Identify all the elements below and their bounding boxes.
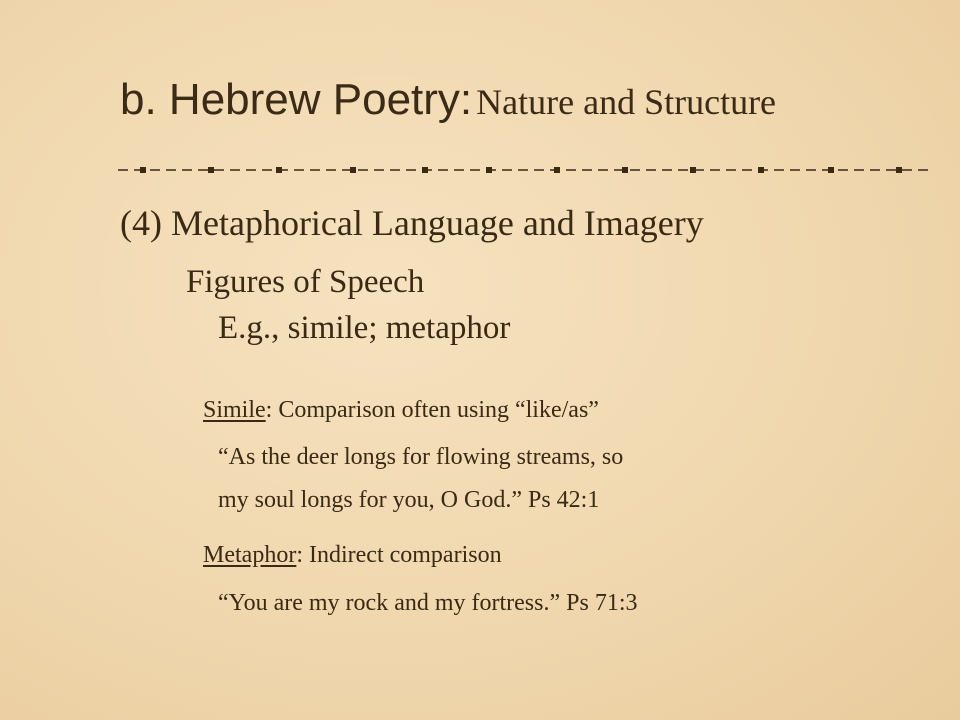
simile-definition: : Comparison often using “like/as” [265, 397, 599, 423]
metaphor-definition: : Indirect comparison [296, 542, 502, 568]
metaphor-definition-line [203, 543, 502, 567]
title-sub: Nature and Structure [476, 82, 777, 122]
simile-term: Simile [203, 397, 266, 423]
metaphor-example: “You are my rock and my fortress.” Ps 71:3 [218, 590, 638, 616]
section-heading: (4) Metaphorical Language and Imagery [120, 203, 704, 243]
slide-title [120, 75, 777, 124]
simile-definition-line [203, 398, 599, 422]
figures-example: E.g., simile; metaphor [218, 310, 511, 346]
simile-example-line-1: “As the deer longs for flowing streams, so [218, 444, 624, 470]
simile-example-line-2: my soul longs for you, O God.” Ps 42:1 [218, 487, 600, 513]
dashed-divider [118, 162, 928, 178]
title-main: b. Hebrew Poetry: [120, 75, 473, 124]
metaphor-term: Metaphor [203, 542, 297, 568]
figures-of-speech-heading: Figures of Speech [186, 264, 425, 300]
